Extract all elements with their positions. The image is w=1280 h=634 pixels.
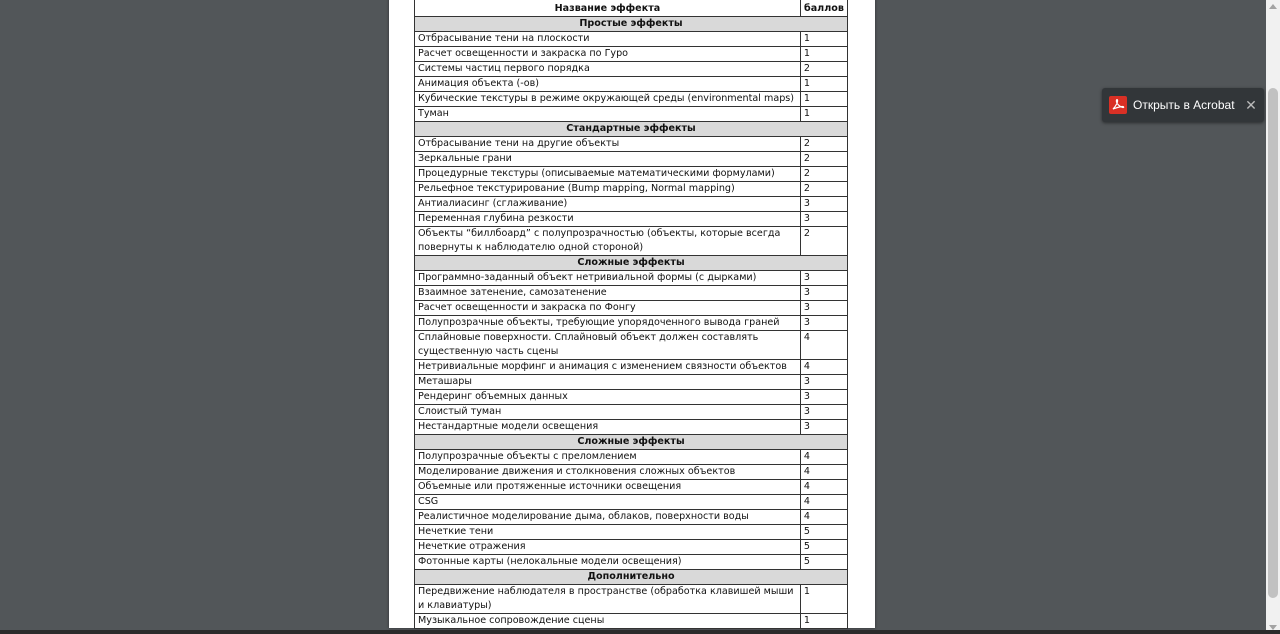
table-row — [415, 450, 848, 465]
table-row — [415, 182, 848, 197]
effect-name-cell: Полупрозрачные объекты с преломлением — [415, 450, 801, 465]
table-row — [415, 212, 848, 227]
effect-points-cell: 3 — [800, 375, 847, 390]
table-row — [415, 197, 848, 212]
effect-name-cell: Моделирование движения и столкновения сложных объектов — [415, 465, 801, 480]
open-in-acrobat-button[interactable] — [1102, 88, 1264, 122]
section-header-row — [415, 435, 848, 450]
section-header-row — [415, 256, 848, 271]
effect-name-cell: Рельефное текстурирование (Bump mapping, Normal mapping) — [415, 182, 801, 197]
table-row — [415, 540, 848, 555]
effect-name-cell: CSG — [415, 495, 801, 510]
effect-name-cell: Процедурные текстуры (описываемые математическими формулами) — [415, 167, 801, 182]
effect-points-cell: 4 — [800, 480, 847, 495]
table-row — [415, 316, 848, 331]
table-row — [415, 107, 848, 122]
column-header-name: Название эффекта — [415, 0, 801, 17]
table-row — [415, 92, 848, 107]
effect-points-cell: 4 — [800, 360, 847, 375]
section-title: Стандартные эффекты — [415, 122, 848, 137]
effect-points-cell: 1 — [800, 585, 847, 614]
effect-name-cell: Программно-заданный объект нетривиальной формы (с дырками) — [415, 271, 801, 286]
effect-points-cell: 1 — [800, 92, 847, 107]
table-row — [415, 405, 848, 420]
section-header-row — [415, 570, 848, 585]
section-title: Дополнительно — [415, 570, 848, 585]
table-row — [415, 137, 848, 152]
effect-name-cell: Фотонные карты (нелокальные модели освещения) — [415, 555, 801, 570]
table-row — [415, 420, 848, 435]
section-title: Сложные эффекты — [415, 256, 848, 271]
table-row — [415, 152, 848, 167]
table-row — [415, 585, 848, 614]
effects-table — [414, 0, 848, 629]
effect-name-cell: Передвижение наблюдателя в пространстве (обработка клавишей мыши и клавиатуры) — [415, 585, 801, 614]
effect-name-cell: Нечеткие отражения — [415, 540, 801, 555]
effect-points-cell: 4 — [800, 450, 847, 465]
effect-name-cell: Зеркальные грани — [415, 152, 801, 167]
effect-name-cell: Нечеткие тени — [415, 525, 801, 540]
section-header-row — [415, 122, 848, 137]
effect-points-cell: 3 — [800, 271, 847, 286]
table-row — [415, 555, 848, 570]
table-row — [415, 465, 848, 480]
table-row — [415, 62, 848, 77]
table-row — [415, 77, 848, 92]
effect-points-cell: 1 — [800, 77, 847, 92]
table-row — [415, 286, 848, 301]
effect-name-cell: Расчет освещенности и закраска по Фонгу — [415, 301, 801, 316]
effect-points-cell: 3 — [800, 405, 847, 420]
effect-points-cell: 5 — [800, 540, 847, 555]
effect-points-cell: 2 — [800, 182, 847, 197]
vertical-scrollbar[interactable] — [1266, 0, 1280, 634]
effect-name-cell: Отбрасывание тени на другие объекты — [415, 137, 801, 152]
effect-points-cell: 2 — [800, 167, 847, 182]
effect-name-cell: Взаимное затенение, самозатенение — [415, 286, 801, 301]
pdf-page — [389, 0, 875, 628]
table-row — [415, 32, 848, 47]
effect-name-cell: Рендеринг объемных данных — [415, 390, 801, 405]
effect-name-cell: Анимация объекта (-ов) — [415, 77, 801, 92]
table-row — [415, 480, 848, 495]
table-row — [415, 47, 848, 62]
table-row — [415, 510, 848, 525]
table-row — [415, 375, 848, 390]
effect-points-cell: 1 — [800, 614, 847, 629]
effect-name-cell: Переменная глубина резкости — [415, 212, 801, 227]
effect-points-cell: 2 — [800, 152, 847, 167]
table-header-row — [415, 0, 848, 17]
effect-name-cell: Меташары — [415, 375, 801, 390]
effect-points-cell: 3 — [800, 286, 847, 301]
section-header-row — [415, 17, 848, 32]
table-row — [415, 301, 848, 316]
pdf-icon — [1109, 96, 1127, 114]
effect-name-cell: Туман — [415, 107, 801, 122]
effect-name-cell: Нестандартные модели освещения — [415, 420, 801, 435]
table-row — [415, 167, 848, 182]
table-row — [415, 331, 848, 360]
effect-points-cell: 2 — [800, 137, 847, 152]
table-row — [415, 614, 848, 629]
effect-name-cell: Объекты “биллбоард” с полупрозрачностью (объекты, которые всегда повернуты к наблюдателю одной стороной) — [415, 227, 801, 256]
effect-points-cell: 2 — [800, 62, 847, 77]
effect-points-cell: 5 — [800, 525, 847, 540]
effect-name-cell: Антиалиасинг (сглаживание) — [415, 197, 801, 212]
table-row — [415, 360, 848, 375]
table-row — [415, 390, 848, 405]
section-title: Сложные эффекты — [415, 435, 848, 450]
effect-name-cell: Реалистичное моделирование дыма, облаков, поверхности воды — [415, 510, 801, 525]
column-header-points: баллов — [800, 0, 847, 17]
table-row — [415, 525, 848, 540]
effect-name-cell: Сплайновые поверхности. Сплайновый объект должен составлять существенную часть сцены — [415, 331, 801, 360]
effect-points-cell: 4 — [800, 495, 847, 510]
effect-name-cell: Объемные или протяженные источники освещения — [415, 480, 801, 495]
scroll-up-arrow-icon[interactable] — [1269, 4, 1277, 9]
effect-points-cell: 4 — [800, 465, 847, 480]
effect-points-cell: 1 — [800, 47, 847, 62]
effect-points-cell: 3 — [800, 301, 847, 316]
table-row — [415, 227, 848, 256]
effect-points-cell: 1 — [800, 107, 847, 122]
table-row — [415, 495, 848, 510]
effect-name-cell: Полупрозрачные объекты, требующие упорядоченного вывода граней — [415, 316, 801, 331]
effect-name-cell: Нетривиальные морфинг и анимация с изменением связности объектов — [415, 360, 801, 375]
effect-points-cell: 2 — [800, 227, 847, 256]
close-icon[interactable]: ✕ — [1245, 96, 1257, 113]
bottom-edge — [0, 630, 1280, 634]
effect-points-cell: 3 — [800, 316, 847, 331]
effect-points-cell: 3 — [800, 212, 847, 227]
table-row — [415, 271, 848, 286]
table-body — [415, 17, 848, 629]
effect-points-cell: 3 — [800, 420, 847, 435]
section-title: Простые эффекты — [415, 17, 848, 32]
effect-name-cell: Музыкальное сопровождение сцены — [415, 614, 801, 629]
effect-points-cell: 1 — [800, 32, 847, 47]
effect-name-cell: Слоистый туман — [415, 405, 801, 420]
effect-name-cell: Системы частиц первого порядка — [415, 62, 801, 77]
effect-points-cell: 4 — [800, 510, 847, 525]
effect-points-cell: 4 — [800, 331, 847, 360]
effect-points-cell: 5 — [800, 555, 847, 570]
effect-points-cell: 3 — [800, 197, 847, 212]
open-in-acrobat-label: Открыть в Acrobat — [1133, 98, 1235, 112]
scrollbar-thumb[interactable] — [1268, 88, 1278, 598]
effect-name-cell: Расчет освещенности и закраска по Гуро — [415, 47, 801, 62]
effect-name-cell: Кубические текстуры в режиме окружающей среды (environmental maps) — [415, 92, 801, 107]
effect-name-cell: Отбрасывание тени на плоскости — [415, 32, 801, 47]
effect-points-cell: 3 — [800, 390, 847, 405]
